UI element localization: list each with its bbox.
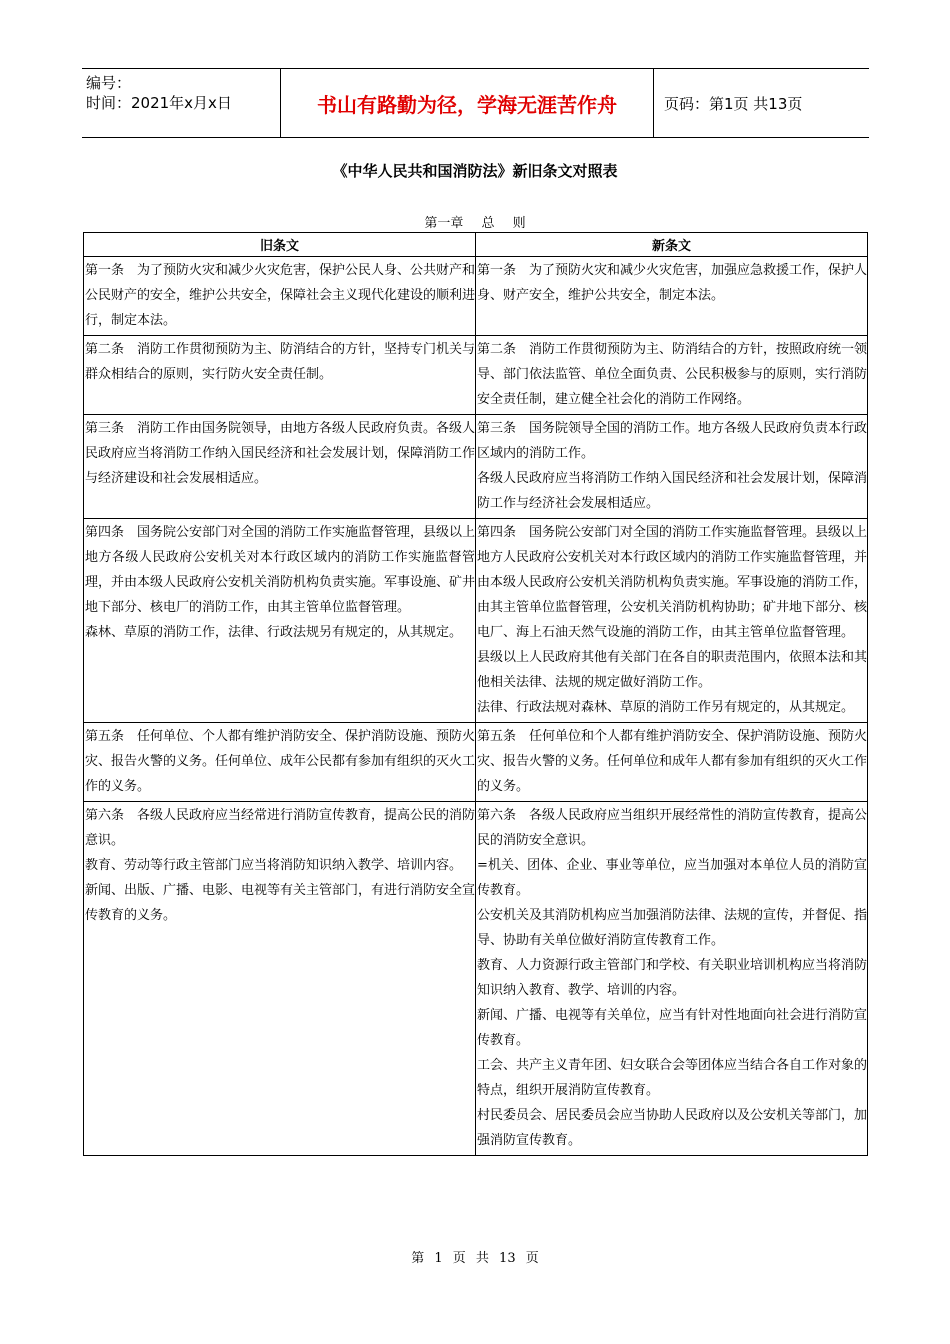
page-header	[82, 68, 869, 138]
old-articles-header: 旧条文	[84, 233, 476, 257]
article-paragraph: 第二条 消防工作贯彻预防为主、防消结合的方针，按照政府统一领导、部门依法监管、单位全面负责、公民积极参与的原则，实行消防安全责任制，建立健全社会化的消防工作网络。	[477, 342, 868, 407]
table-row	[84, 723, 868, 802]
new-article-cell	[476, 336, 868, 415]
article-paragraph: 第三条 国务院领导全国的消防工作。地方各级人民政府负责本行政区域内的消防工作。	[477, 421, 868, 461]
new-article-cell	[476, 723, 868, 802]
header-meta	[82, 69, 280, 137]
serial-number-label: 编号：	[86, 74, 132, 92]
article-paragraph: =机关、团体、企业、事业等单位，应当加强对本单位人员的消防宣传教育。	[477, 858, 867, 898]
article-paragraph: 第六条 各级人民政府应当组织开展经常性的消防宣传教育，提高公民的消防安全意识。	[477, 808, 868, 848]
article-paragraph: 第三条 消防工作由国务院领导，由地方各级人民政府负责。各级人民政府应当将消防工作纳入国民经济和社会发展计划，保障消防工作与经济建设和社会发展相适应。	[85, 421, 476, 486]
old-article-cell	[84, 257, 476, 336]
article-paragraph: 村民委员会、居民委员会应当协助人民政府以及公安机关等部门，加强消防宣传教育。	[477, 1108, 868, 1148]
article-paragraph: 新闻、广播、电视等有关单位，应当有针对性地面向社会进行消防宣传教育。	[477, 1008, 868, 1048]
article-paragraph: 森林、草原的消防工作，法律、行政法规另有规定的，从其规定。	[85, 625, 463, 640]
article-paragraph: 法律、行政法规对森林、草原的消防工作另有规定的，从其规定。	[477, 700, 855, 715]
article-paragraph: 第一条 为了预防火灾和减少火灾危害，加强应急救援工作，保护人身、财产安全，维护公共安全，制定本法。	[477, 263, 868, 303]
table-header-row	[84, 233, 868, 257]
old-article-cell	[84, 802, 476, 1156]
table-row	[84, 257, 868, 336]
article-paragraph: 教育、人力资源行政主管部门和学校、有关职业培训机构应当将消防知识纳入教育、教学、培训的内容。	[477, 958, 868, 998]
chapter-heading: 第一章 总 则	[424, 216, 526, 231]
article-paragraph: 第六条 各级人民政府应当经常进行消防宣传教育，提高公民的消防意识。	[85, 808, 476, 848]
old-article-cell	[84, 519, 476, 723]
page-footer: 第 1 页 共 13 页	[411, 1251, 539, 1266]
new-articles-header: 新条文	[476, 233, 868, 257]
article-paragraph: 各级人民政府应当将消防工作纳入国民经济和社会发展计划，保障消防工作与经济社会发展相适应。	[477, 471, 868, 511]
table-row	[84, 519, 868, 723]
header-motto: 书山有路勤为径，学海无涯苦作舟	[280, 69, 654, 137]
comparison-table	[83, 232, 868, 1156]
new-article-cell	[476, 257, 868, 336]
article-paragraph: 第五条 任何单位和个人都有维护消防安全、保护消防设施、预防火灾、报告火警的义务。任何单位和成年人都有参加有组织的灭火工作的义务。	[477, 729, 868, 794]
table-row	[84, 802, 868, 1156]
article-paragraph: 公安机关及其消防机构应当加强消防法律、法规的宣传，并督促、指导、协助有关单位做好消防宣传教育工作。	[477, 908, 868, 948]
old-article-cell	[84, 723, 476, 802]
header-page-info: 页码：第1页 共13页	[664, 94, 803, 113]
table-row	[84, 336, 868, 415]
article-paragraph: 第二条 消防工作贯彻预防为主、防消结合的方针，坚持专门机关与群众相结合的原则，实行防火安全责任制。	[85, 342, 476, 382]
old-article-cell	[84, 336, 476, 415]
article-paragraph: 县级以上人民政府其他有关部门在各自的职责范围内，依照本法和其他相关法律、法规的规定做好消防工作。	[477, 650, 868, 690]
article-paragraph: 第五条 任何单位、个人都有维护消防安全、保护消防设施、预防火灾、报告火警的义务。任何单位、成年公民都有参加有组织的灭火工作的义务。	[85, 729, 476, 794]
article-paragraph: 第一条 为了预防火灾和减少火灾危害，保护公民人身、公共财产和公民财产的安全，维护公共安全，保障社会主义现代化建设的顺利进行，制定本法。	[85, 263, 476, 328]
new-article-cell	[476, 519, 868, 723]
date-line: 时间：2021年x月x日	[86, 94, 232, 112]
table-row	[84, 415, 868, 519]
new-article-cell	[476, 415, 868, 519]
document-title: 《中华人民共和国消防法》新旧条文对照表	[332, 162, 618, 180]
article-paragraph: 第四条 国务院公安部门对全国的消防工作实施监督管理。县级以上地方人民政府公安机关对本行政区域内的消防工作实施监督管理，并由本级人民政府公安机关消防机构负责实施。军事设施的消防工作，由其主管单位监督管理，公安机关消防机构协助；矿井地下部分、核电厂、海上石油天然气设施的消防工作，由其主管单位监督管理。	[477, 525, 868, 640]
article-paragraph: 教育、劳动等行政主管部门应当将消防知识纳入教学、培训内容。	[85, 858, 463, 873]
old-article-cell	[84, 415, 476, 519]
article-paragraph: 工会、共产主义青年团、妇女联合会等团体应当结合各自工作对象的特点，组织开展消防宣传教育。	[477, 1058, 868, 1098]
article-paragraph: 第四条 国务院公安部门对全国的消防工作实施监督管理，县级以上地方各级人民政府公安机关对本行政区域内的消防工作实施监督管理，并由本级人民政府公安机关消防机构负责实施。军事设施、矿井地下部分、核电厂的消防工作，由其主管单位监督管理。	[85, 525, 476, 615]
article-paragraph: 新闻、出版、广播、电影、电视等有关主管部门，有进行消防安全宣传教育的义务。	[85, 883, 476, 923]
new-article-cell	[476, 802, 868, 1156]
